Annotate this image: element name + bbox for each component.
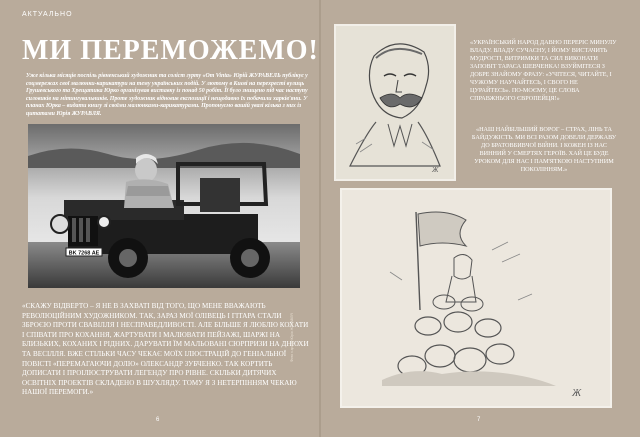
barricade-sketch <box>340 188 612 408</box>
shevchenko-sketch <box>334 24 456 181</box>
svg-text:Ж: Ж <box>432 166 439 174</box>
artist-jeep-photo <box>28 124 300 288</box>
svg-text:Ж: Ж <box>572 388 582 399</box>
section-label: АКТУАЛЬНО <box>22 11 73 18</box>
article-lead: Уже кілька місяців поспіль рівненський художник та соліст гурту «От Vinta» Юрій ЖУРАВЕЛЬ публікує у соцмережах свої малюнки-карикатури на тему українських подій. У лютому в Києві на перехресті вулиць Грушевського та Хрещатика Юрко організував виставку із понад 50 робіт. Її було знищено під час наступу силовиків на мітингувальників. Проте художник відновив експозиції і нещодавно їх побачили харків'яни. У планах Юрка – видати книгу зі своїми малюнками-карикатурами. Пропонуємо вашій увазі кілька з них із цитатами Юрія ЖУРАВЛЯ. <box>26 73 308 117</box>
quote-right-2: «НАШ НАЙБІЛЬШИЙ ВОРОГ – СТРАХ, ЛІНЬ ТА БАЙДУЖІСТЬ. МИ ВСІ РАЗОМ ДОВЕЛИ ДЕРЖАВУ ДО БРАТОВБИВЧОЇ ВІЙНИ. І КОЖЕН ІЗ НАС ВИННИЙ У СМЕРТЯХ ГЕРОЇВ. ХАЙ ЦЕ БУДЕ УРОКОМ ДЛЯ НАС І ПАМ'ЯТКОЮ НАСТУПНИМ ПОКОЛІННЯМ.» <box>471 126 617 173</box>
quote-left: «СКАЖУ ВІДВЕРТО – Я НЕ В ЗАХВАТІ ВІД ТОГО, ЩО МЕНЕ ВВАЖАЮТЬ РЕВОЛЮЦІЙНИМ ХУДОЖНИКОМ. ТАК, ЗАРАЗ МОЇ ОЛІВЕЦЬ І ГІТАРА СТАЛИ ЗБРОЄЮ ПРОТИ СВАВІЛЛЯ І НЕСПРАВЕДЛИВОСТІ. АЛЕ БІЛЬШЕ Я ЛЮБЛЮ КОХАТИ І СПІВАТИ ПРО КОХАННЯ, ЖАРТУВАТИ І МАЛЮВАТИ ПЕЙЗАЖІ, ШАРЖІ НА БЛИЗЬКИХ, КОХАНИХ І РІДНИХ. ДАРУВАТИ ЇМ МАЛЬОВАНІ СЮРПРИЗИ НА ДНЮХИ ТА ВЕСІЛЛЯ. ВЖЕ СТІЛЬКИ ЧАСУ ЧЕКАЄ МОЇХ ІЛЮСТРАЦІЙ ДО ГЕНІАЛЬНОЇ ПОВІСТІ «ПЕРЕМАГАЮЧИ ДОЛЮ» ОЛЕКСАНДР ЗУБЧЕНКО. ТАК КОРТИТЬ ДОПИСАТИ І ПРОІЛЮСТРУВАТИ ЛЕГЕНДУ ПРО РІВНЕ. СКІЛЬКИ ДИТЯЧИХ ОСВІТНІХ ПРОЕКТІВ СКЛАДЕНО В ШУХЛЯДУ. ТОМУ Я З НЕТЕРПІННЯМ ЧЕКАЮ НАШОЇ ПЕРЕМОГИ.» <box>22 302 309 397</box>
page-number-left: 6 <box>156 417 160 423</box>
page-number-right: 7 <box>477 417 481 423</box>
quote-right-1: «УКРАЇНСЬКИЙ НАРОД ДАВНО ПЕРЕРІС МИНУЛУ ВЛАДУ. ВЛАДУ СУЧАСНУ, І ЙОМУ ВИСТАЧИТЬ МУДРОСТІ, ВИТРИМКИ ТА СИЛ ВИКОНАТИ ЗАПОВІТ ТАРАСА ШЕВЧЕНКА! ВЗУЙМІТЕСЯ З ДОБРЕ ЗНАЙОМУ ФРАЗУ: «УЧІТЕСЯ, ЧИТАЙТЕ, І ЧУЖОМУ НАУЧАЙТЕСЬ, І СВОГО НЕ ЦУРАЙТЕСЬ». ПО-МОЄМУ, ЦЕ СЛОВА СПРАВЖНЬОГО ЄВРОПЕЙЦЯ!» <box>470 39 617 102</box>
plate-text: BK 7268 AE <box>68 250 100 257</box>
page-gutter <box>319 0 321 437</box>
article-headline: МИ ПЕРЕМОЖЕМО! <box>22 35 319 66</box>
photo-credit: Фото з архіву Юрія ЖУРАВЛЯ <box>290 313 294 362</box>
